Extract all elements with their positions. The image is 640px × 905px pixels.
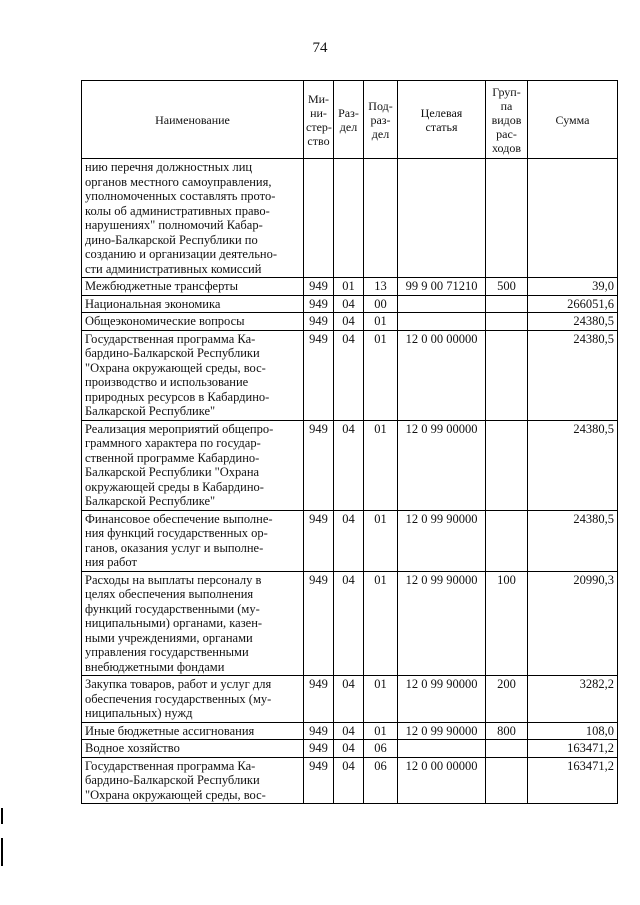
margin-mark-upper: [1, 808, 3, 824]
row-ministry: 949: [304, 295, 334, 313]
row-name: Финансовое обеспечение выполне- ния функций государственных ор- ганов, оказания услуг и выполне- ния работ: [82, 510, 304, 571]
header-group: Груп- па видов рас- ходов: [486, 81, 528, 159]
row-subsection: 01: [364, 420, 398, 510]
table-row: [82, 757, 618, 804]
row-group: 100: [486, 571, 528, 676]
row-section: 04: [334, 722, 364, 740]
row-group: [486, 757, 528, 804]
row-section: 04: [334, 757, 364, 804]
table-row: [82, 278, 618, 296]
row-section: 04: [334, 571, 364, 676]
row-target: 99 9 00 71210: [398, 278, 486, 296]
row-ministry: 949: [304, 278, 334, 296]
row-name: Национальная экономика: [82, 295, 304, 313]
row-section: 04: [334, 313, 364, 331]
row-sum: [528, 159, 618, 278]
row-ministry: 949: [304, 313, 334, 331]
header-subsection: Под- раз- дел: [364, 81, 398, 159]
row-target: 12 0 99 90000: [398, 722, 486, 740]
header-target: Целевая статья: [398, 81, 486, 159]
header-name: Наименование: [82, 81, 304, 159]
table-row: [82, 420, 618, 510]
row-sum: 3282,2: [528, 676, 618, 723]
row-subsection: 06: [364, 740, 398, 758]
row-group: [486, 740, 528, 758]
row-group: 800: [486, 722, 528, 740]
row-target: 12 0 99 90000: [398, 571, 486, 676]
row-subsection: 01: [364, 571, 398, 676]
row-target: 12 0 00 00000: [398, 330, 486, 420]
row-ministry: 949: [304, 676, 334, 723]
row-target: 12 0 00 00000: [398, 757, 486, 804]
table-row: [82, 676, 618, 723]
row-sum: 39,0: [528, 278, 618, 296]
row-subsection: 01: [364, 722, 398, 740]
header-sum: Сумма: [528, 81, 618, 159]
row-name: нию перечня должностных лиц органов местного самоуправления, уполномоченных составлять прото- колы об административных право- нарушениях" полномочий Кабар- дино-Балкарской Республики по созданию и организации деятельно- сти административных комиссий: [82, 159, 304, 278]
row-section: 04: [334, 295, 364, 313]
row-section: 04: [334, 330, 364, 420]
row-subsection: 00: [364, 295, 398, 313]
row-group: [486, 295, 528, 313]
table-row: [82, 159, 618, 278]
row-subsection: 01: [364, 313, 398, 331]
row-target: [398, 295, 486, 313]
row-group: [486, 313, 528, 331]
row-section: 01: [334, 278, 364, 296]
row-section: 04: [334, 420, 364, 510]
row-ministry: 949: [304, 420, 334, 510]
row-ministry: 949: [304, 510, 334, 571]
row-name: Общеэкономические вопросы: [82, 313, 304, 331]
table-row: [82, 330, 618, 420]
row-sum: 24380,5: [528, 510, 618, 571]
row-subsection: 13: [364, 278, 398, 296]
row-subsection: 01: [364, 510, 398, 571]
row-target: 12 0 99 00000: [398, 420, 486, 510]
table-row: [82, 571, 618, 676]
row-subsection: 01: [364, 676, 398, 723]
row-ministry: [304, 159, 334, 278]
row-ministry: 949: [304, 571, 334, 676]
row-name: Реализация мероприятий общепро- граммного характера по государ- ственной программе Кабардино- Балкарской Республики "Охрана окружающей среды в Кабардино- Балкарской Республике": [82, 420, 304, 510]
table-row: [82, 510, 618, 571]
row-ministry: 949: [304, 757, 334, 804]
row-target: 12 0 99 90000: [398, 676, 486, 723]
row-sum: 163471,2: [528, 757, 618, 804]
row-ministry: 949: [304, 330, 334, 420]
table-row: [82, 740, 618, 758]
row-subsection: 06: [364, 757, 398, 804]
row-section: [334, 159, 364, 278]
row-group: 200: [486, 676, 528, 723]
row-sum: 266051,6: [528, 295, 618, 313]
row-group: 500: [486, 278, 528, 296]
table-header-row: [82, 81, 618, 159]
row-name: Межбюджетные трансферты: [82, 278, 304, 296]
row-section: 04: [334, 740, 364, 758]
table-row: [82, 295, 618, 313]
row-name: Закупка товаров, работ и услуг для обеспечения государственных (му- ниципальных) нужд: [82, 676, 304, 723]
row-section: 04: [334, 510, 364, 571]
table-row: [82, 722, 618, 740]
row-sum: 163471,2: [528, 740, 618, 758]
header-ministry: Ми- ни- стер- ство: [304, 81, 334, 159]
row-sum: 108,0: [528, 722, 618, 740]
row-sum: 20990,3: [528, 571, 618, 676]
row-name: Государственная программа Ка- бардино-Балкарской Республики "Охрана окружающей среды, вос- производство и использование природных ресурсов в Кабардино- Балкарской Республике": [82, 330, 304, 420]
row-target: [398, 740, 486, 758]
page-number: 74: [312, 40, 328, 56]
row-name: Водное хозяйство: [82, 740, 304, 758]
row-ministry: 949: [304, 722, 334, 740]
row-subsection: 01: [364, 330, 398, 420]
table-row: [82, 313, 618, 331]
row-target: [398, 313, 486, 331]
row-ministry: 949: [304, 740, 334, 758]
row-group: [486, 330, 528, 420]
row-group: [486, 159, 528, 278]
row-subsection: [364, 159, 398, 278]
row-group: [486, 420, 528, 510]
row-section: 04: [334, 676, 364, 723]
budget-table: [81, 80, 618, 804]
row-name: Иные бюджетные ассигнования: [82, 722, 304, 740]
margin-mark-lower: [1, 838, 3, 866]
row-target: 12 0 99 90000: [398, 510, 486, 571]
row-name: Государственная программа Ка- бардино-Балкарской Республики "Охрана окружающей среды, вос-: [82, 757, 304, 804]
row-name: Расходы на выплаты персоналу в целях обеспечения выполнения функций государственными (му- ниципальными) органами, казен- ными учреждениями, органами управления государственными внебюджетными фондами: [82, 571, 304, 676]
header-section: Раз- дел: [334, 81, 364, 159]
row-group: [486, 510, 528, 571]
row-sum: 24380,5: [528, 313, 618, 331]
row-sum: 24380,5: [528, 330, 618, 420]
row-sum: 24380,5: [528, 420, 618, 510]
row-target: [398, 159, 486, 278]
